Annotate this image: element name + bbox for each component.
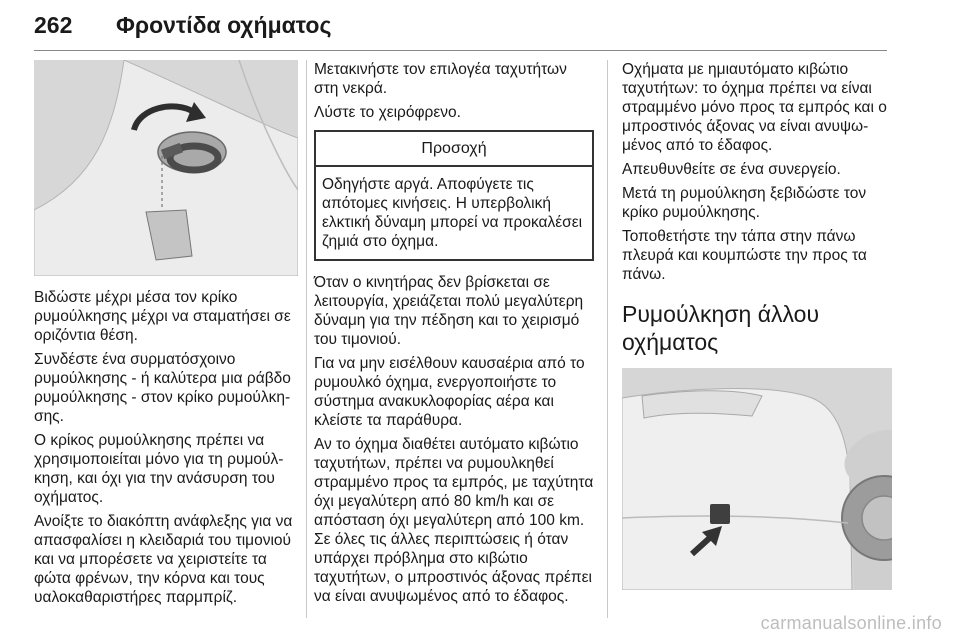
paragraph: Μετακινήστε τον επιλογέα ταχυτήτων στη νεκρά. [314,61,567,97]
column-right [622,60,892,590]
paragraph: Οχήματα με ημιαυτόματο κιβώτιο ταχυτήτων: το όχημα πρέπει να είναι στραμμένο μόνο προς τα εμπρός και ο μπροστινός άξονας να είναι ανυψωμένος από το έδαφος. [622,61,887,154]
paragraph: Αν το όχημα διαθέτει αυτόματο κιβώτιο ταχυτήτων, πρέπει να ρυμουλκηθεί στραμμένο προς τα εμπρός, με ταχύτητα όχι μεγαλύτερη από 80 km/h και σε απόσταση όχι μεγαλύτερη από 100 km. Σε όλες τις άλλες περιπτώσεις ή όταν υπάρχει πρόβλημα στο κιβώτιο ταχυτήτων, ο μπροστινός άξονας πρέπει να είναι ανυψωμένος από το έδαφος. [314,436,594,605]
paragraph: Λύστε το χειρόφρενο. [314,104,461,121]
paragraph: Ανοίξτε το διακόπτη ανάφλεξης για να απασφαλίσει η κλειδαριά του τιμονιού και να μπορέσετε να χειριστείτε τα φώτα φρένων, την κόρνα και τους υαλοκαθαριστήρες παρμπρίζ. [34,513,293,606]
tow-eye-illustration [34,60,298,276]
header-rule [34,50,887,51]
paragraph: Μετά τη ρυμούλκηση ξεβιδώστε τον κρίκο ρυμούλκησης. [622,185,867,221]
column-divider [306,60,307,618]
paragraph: Βιδώστε μέχρι μέσα τον κρίκο ρυμούλκησης μέχρι να σταματήσει σε οριζόντια θέση. [34,289,291,344]
page-title: Φροντίδα οχήματος [116,12,332,38]
page-header [0,0,960,52]
paragraph: Ο κρίκος ρυμούλκησης πρέπει να χρησιμοποιείται μόνο για τη ρυμούλκηση, και όχι για την ανάσυρση του οχήματος. [34,432,284,506]
paragraph: Όταν ο κινητήρας δεν βρίσκεται σε λειτουργία, χρειάζεται πολύ μεγαλύτερη δύναμη για την πέδηση και το χειρισμό του τιμονιού. [314,274,584,348]
paragraph: Απευθυνθείτε σε ένα συνεργείο. [622,161,841,178]
column-divider [607,60,608,618]
caution-heading: Προσοχή [316,132,592,167]
caution-text: Οδηγήστε αργά. Αποφύγετε τις απότομες κινήσεις. Η υπερβολική ελκτική δύναμη μπορεί να προκαλέσει ζημιά στο όχημα. [322,176,583,250]
paragraph: Για να μην εισέλθουν καυσαέρια από το ρυμουλκό όχημα, ενεργοποιήστε το σύστημα ανακυκλοφορίας αέρα και κλείστε τα παράθυρα. [314,355,585,429]
column-left [34,60,298,612]
paragraph: Συνδέστε ένα συρματόσχοινο ρυμούλκησης - ή καλύτερα μια ράβδο ρυμούλκησης - στον κρίκο ρυμούλκησης. [34,351,291,425]
paragraph: Τοποθετήστε την τάπα στην πάνω πλευρά και κουμπώστε την προς τα πάνω. [622,228,867,283]
rear-tow-eye-illustration [622,368,892,590]
watermark: carmanualsonline.info [760,613,942,633]
page-number: 262 [34,12,73,38]
section-heading: Ρυμούλκηση άλλου οχήματος [622,301,820,355]
column-middle [314,60,594,611]
caution-box [314,130,594,261]
